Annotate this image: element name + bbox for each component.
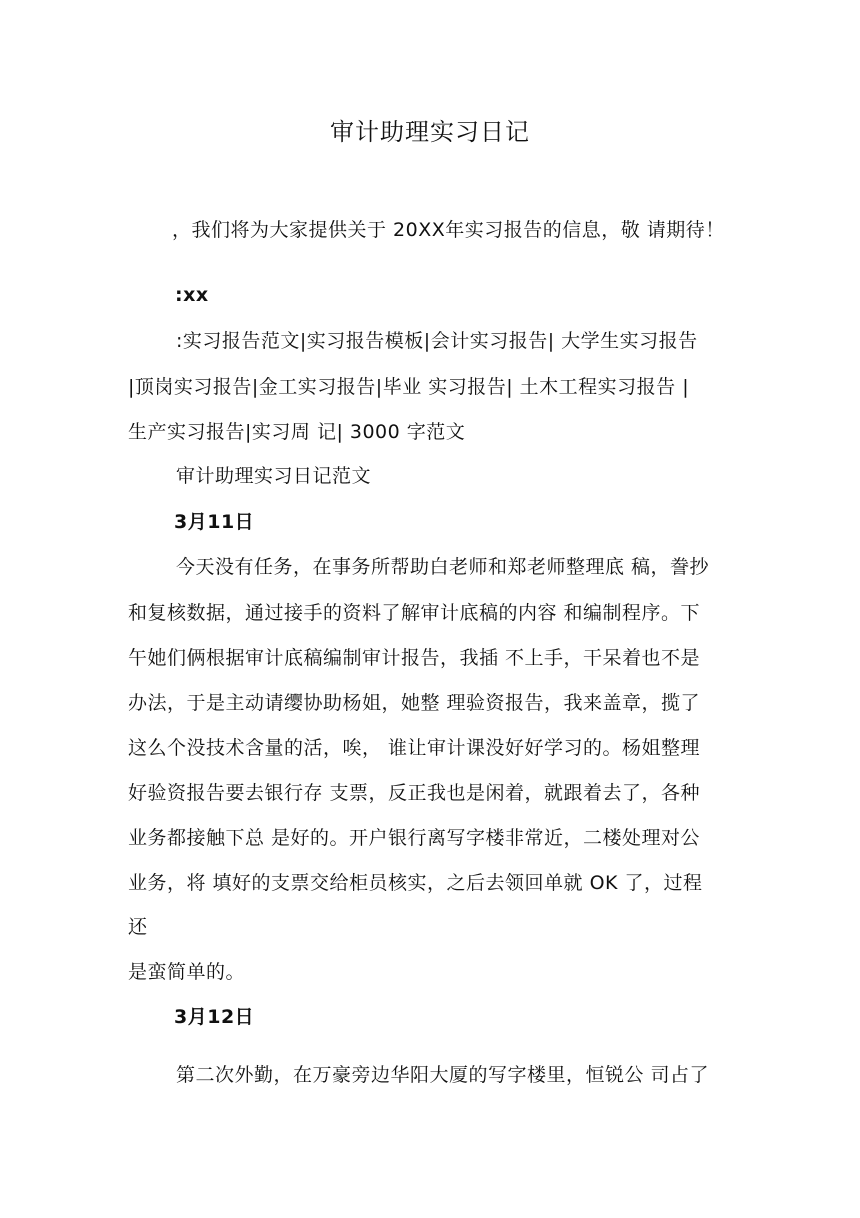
page-title: 审计助理实习日记 — [330, 118, 530, 146]
tag-line: |顶岗实习报告|金工实习报告|毕业 实习报告| 土木工程实习报告 | — [128, 376, 690, 398]
entry-paragraph-line: 业务，将 填好的支票交给柜员核实，之后去领回单就 OK 了，过程 — [128, 872, 703, 894]
entry-date: 3月12日 — [174, 1006, 255, 1028]
section-title: 审计助理实习日记范文 — [176, 465, 372, 487]
entry-paragraph-line: 和复核数据，通过接手的资料了解审计底稿的内容 和编制程序。下 — [128, 602, 701, 624]
tag-line: 生产实习报告|实习周 记| 3000 字范文 — [128, 421, 466, 443]
entry-paragraph-line: 这么个没技术含量的活，唉， 谁让审计课没好好学习的。杨姐整理 — [128, 737, 701, 759]
entry-date: 3月11日 — [174, 511, 255, 533]
entry-paragraph-line: 今天没有任务，在事务所帮助白老师和郑老师整理底 稿，誊抄 — [176, 556, 710, 578]
entry-paragraph-line: 午她们俩根据审计底稿编制审计报告，我插 不上手，干呆着也不是 — [128, 647, 701, 669]
author-line: :xx — [175, 284, 209, 306]
entry-paragraph-line: 办法，于是主动请缨协助杨姐，她整 理验资报告，我来盖章，揽了 — [128, 692, 701, 714]
entry-paragraph-line: 还 — [128, 916, 148, 938]
intro-text: ，我们将为大家提供关于 20XX年实习报告的信息，敬 请期待！ — [172, 219, 725, 241]
entry-paragraph-line: 好验资报告要去银行存 支票，反正我也是闲着，就跟着去了，各种 — [128, 782, 701, 804]
entry-paragraph-line: 业务都接触下总 是好的。开户银行离写字楼非常近，二楼处理对公 — [128, 827, 701, 849]
entry-paragraph-line: 第二次外勤，在万豪旁边华阳大厦的写字楼里，恒锐公 司占了 — [176, 1064, 710, 1086]
entry-paragraph-line: 是蛮简单的。 — [128, 961, 246, 983]
tag-line: :实习报告范文|实习报告模板|会计实习报告| 大学生实习报告 — [176, 330, 698, 352]
